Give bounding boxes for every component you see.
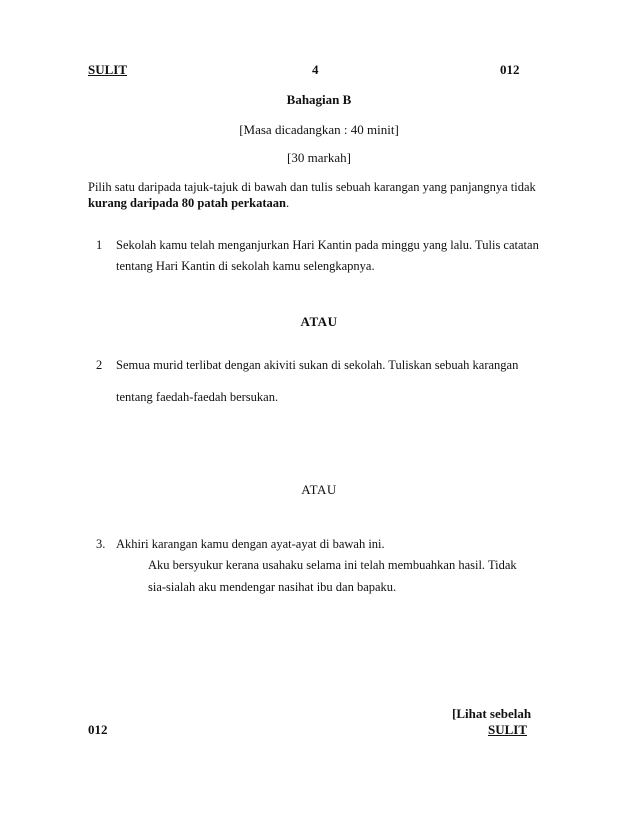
instruction-bold-text: kurang daripada 80 patah perkataan [88, 196, 286, 210]
question-3-quote-line-1: Aku bersyukur kerana usahaku selama ini telah membuahkan hasil. Tidak [148, 558, 517, 572]
question-1-line-1: Sekolah kamu telah menganjurkan Hari Kantin pada minggu yang lalu. Tulis catatan [116, 238, 539, 252]
instruction-period: . [285, 196, 290, 210]
header-classification: SULIT [88, 62, 128, 77]
question-2-line-2: tentang faedah-faedah bersukan. [116, 390, 279, 404]
question-3-number: 3. [96, 537, 106, 551]
header-code: 012 [500, 62, 520, 77]
footer-code: 012 [88, 722, 108, 737]
question-1-line-2: tentang Hari Kantin di sekolah kamu selengkapnya. [116, 259, 375, 273]
question-2-number: 2 [96, 358, 103, 372]
question-2-line-1: Semua murid terlibat dengan akiviti sukan di sekolah. Tuliskan sebuah karangan [116, 358, 519, 372]
section-title: Bahagian B [286, 92, 352, 107]
question-3-line-1: Akhiri karangan kamu dengan ayat-ayat di bawah ini. [116, 537, 385, 551]
section-time: [Masa dicadangkan : 40 minit] [239, 122, 399, 137]
section-marks: [30 markah] [287, 150, 351, 165]
separator-or-1: ATAU [300, 314, 338, 329]
footer-turn-page: [Lihat sebelah [452, 706, 532, 721]
question-1-number: 1 [96, 238, 103, 252]
separator-or-2: ATAU [301, 482, 337, 497]
question-3-quote-line-2: sia-sialah aku mendengar nasihat ibu dan bapaku. [148, 580, 397, 594]
instruction-line-2 [88, 196, 289, 211]
instruction-line-1: Pilih satu daripada tajuk-tajuk di bawah dan tulis sebuah karangan yang panjangnya tidak [88, 180, 536, 194]
footer-classification: SULIT [488, 722, 528, 737]
header-page-number: 4 [312, 62, 319, 77]
